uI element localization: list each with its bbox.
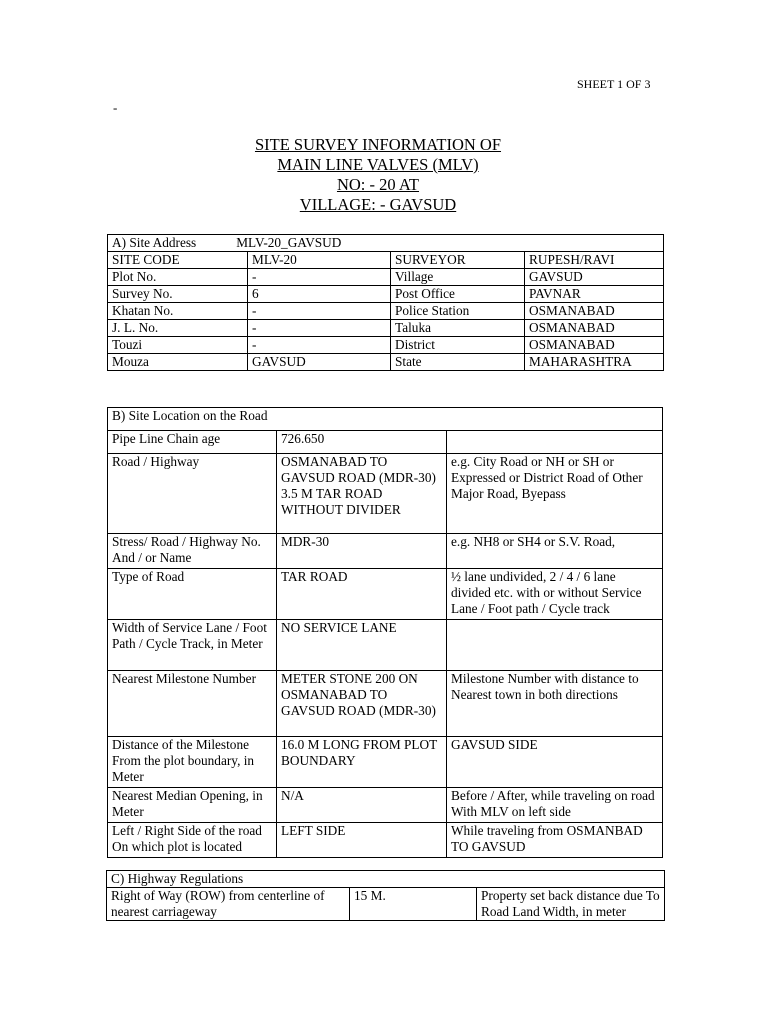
row-note xyxy=(447,620,663,671)
row-note: e.g. NH8 or SH4 or S.V. Road, xyxy=(447,534,663,569)
field-label: Post Office xyxy=(391,286,525,303)
site-address-value: MLV-20_GAVSUD xyxy=(236,235,342,250)
field-value: MLV-20 xyxy=(248,252,391,269)
row-note: GAVSUD SIDE xyxy=(447,737,663,788)
field-label: Touzi xyxy=(108,337,248,354)
field-label: Khatan No. xyxy=(108,303,248,320)
dash-mark: - xyxy=(113,100,118,115)
row-note: ½ lane undivided, 2 / 4 / 6 lane divided etc. with or without Service Lane / Foot path / Cycle track xyxy=(447,569,663,620)
site-address-heading: A) Site Address MLV-20_GAVSUD xyxy=(108,235,664,252)
table-row xyxy=(108,354,664,371)
site-location-table xyxy=(107,407,663,858)
site-address-table xyxy=(107,234,664,371)
row-label: Width of Service Lane / Foot Path / Cycle Track, in Meter xyxy=(108,620,277,671)
table-row xyxy=(108,320,664,337)
row-label: Road / Highway xyxy=(108,454,277,534)
row-note: e.g. City Road or NH or SH or Expressed or District Road of Other Major Road, Byepass xyxy=(447,454,663,534)
field-value: - xyxy=(248,269,391,286)
table-row xyxy=(108,620,663,671)
row-label: Left / Right Side of the road On which plot is located xyxy=(108,823,277,858)
title-line-2: MAIN LINE VALVES (MLV) xyxy=(277,155,479,174)
field-value: PAVNAR xyxy=(525,286,664,303)
row-note xyxy=(447,431,663,454)
row-value: TAR ROAD xyxy=(277,569,447,620)
row-label: Distance of the Milestone From the plot boundary, in Meter xyxy=(108,737,277,788)
highway-regulations-table xyxy=(106,870,665,921)
title-line-1: SITE SURVEY INFORMATION OF xyxy=(254,135,502,154)
row-value: 16.0 M LONG FROM PLOT BOUNDARY xyxy=(277,737,447,788)
table-row xyxy=(108,337,664,354)
table-row xyxy=(108,454,663,534)
field-label: Taluka xyxy=(391,320,525,337)
row-value: 726.650 xyxy=(277,431,447,454)
field-label: J. L. No. xyxy=(108,320,248,337)
document-title xyxy=(0,135,756,215)
field-label: Police Station xyxy=(391,303,525,320)
field-label: State xyxy=(391,354,525,371)
field-value: - xyxy=(248,303,391,320)
table-row xyxy=(108,286,664,303)
row-note: While traveling from OSMANBAD TO GAVSUD xyxy=(447,823,663,858)
row-note: Before / After, while traveling on road With MLV on left side xyxy=(447,788,663,823)
field-label: Village xyxy=(391,269,525,286)
row-label: Type of Road xyxy=(108,569,277,620)
field-label: Survey No. xyxy=(108,286,248,303)
row-label: Stress/ Road / Highway No. And / or Name xyxy=(108,534,277,569)
field-value: OSMANABAD xyxy=(525,303,664,320)
sheet-number: SHEET 1 OF 3 xyxy=(577,77,651,91)
table-row xyxy=(108,788,663,823)
row-value: NO SERVICE LANE xyxy=(277,620,447,671)
field-value: 6 xyxy=(248,286,391,303)
table-row xyxy=(108,431,663,454)
table-row xyxy=(108,269,664,286)
field-label: SITE CODE xyxy=(108,252,248,269)
field-label: Mouza xyxy=(108,354,248,371)
row-value: METER STONE 200 ON OSMANABAD TO GAVSUD ROAD (MDR-30) xyxy=(277,671,447,737)
field-label: SURVEYOR xyxy=(391,252,525,269)
row-value: OSMANABAD TO GAVSUD ROAD (MDR-30) 3.5 M TAR ROAD WITHOUT DIVIDER xyxy=(277,454,447,534)
row-note: Milestone Number with distance to Nearest town in both directions xyxy=(447,671,663,737)
row-label: Right of Way (ROW) from centerline of nearest carriageway xyxy=(107,888,350,921)
row-value: N/A xyxy=(277,788,447,823)
field-value: MAHARASHTRA xyxy=(525,354,664,371)
row-label: Pipe Line Chain age xyxy=(108,431,277,454)
table-row xyxy=(108,569,663,620)
field-value: OSMANABAD xyxy=(525,337,664,354)
highway-regulations-heading: C) Highway Regulations xyxy=(107,871,665,888)
table-row xyxy=(108,737,663,788)
field-value: - xyxy=(248,337,391,354)
table-row xyxy=(108,252,664,269)
field-value: RUPESH/RAVI xyxy=(525,252,664,269)
field-value: - xyxy=(248,320,391,337)
row-value: LEFT SIDE xyxy=(277,823,447,858)
site-location-heading: B) Site Location on the Road xyxy=(108,408,663,431)
row-value: MDR-30 xyxy=(277,534,447,569)
row-label: Nearest Median Opening, in Meter xyxy=(108,788,277,823)
field-label: District xyxy=(391,337,525,354)
row-value: 15 M. xyxy=(350,888,477,921)
title-line-4: VILLAGE: - GAVSUD xyxy=(299,195,457,214)
field-value: GAVSUD xyxy=(525,269,664,286)
table-row xyxy=(108,823,663,858)
row-note: Property set back distance due To Road Land Width, in meter xyxy=(477,888,665,921)
field-value: GAVSUD xyxy=(248,354,391,371)
table-row xyxy=(108,671,663,737)
field-value: OSMANABAD xyxy=(525,320,664,337)
title-line-3: NO: - 20 AT xyxy=(336,175,420,194)
row-label: Nearest Milestone Number xyxy=(108,671,277,737)
table-row xyxy=(108,534,663,569)
field-label: Plot No. xyxy=(108,269,248,286)
table-row xyxy=(108,303,664,320)
